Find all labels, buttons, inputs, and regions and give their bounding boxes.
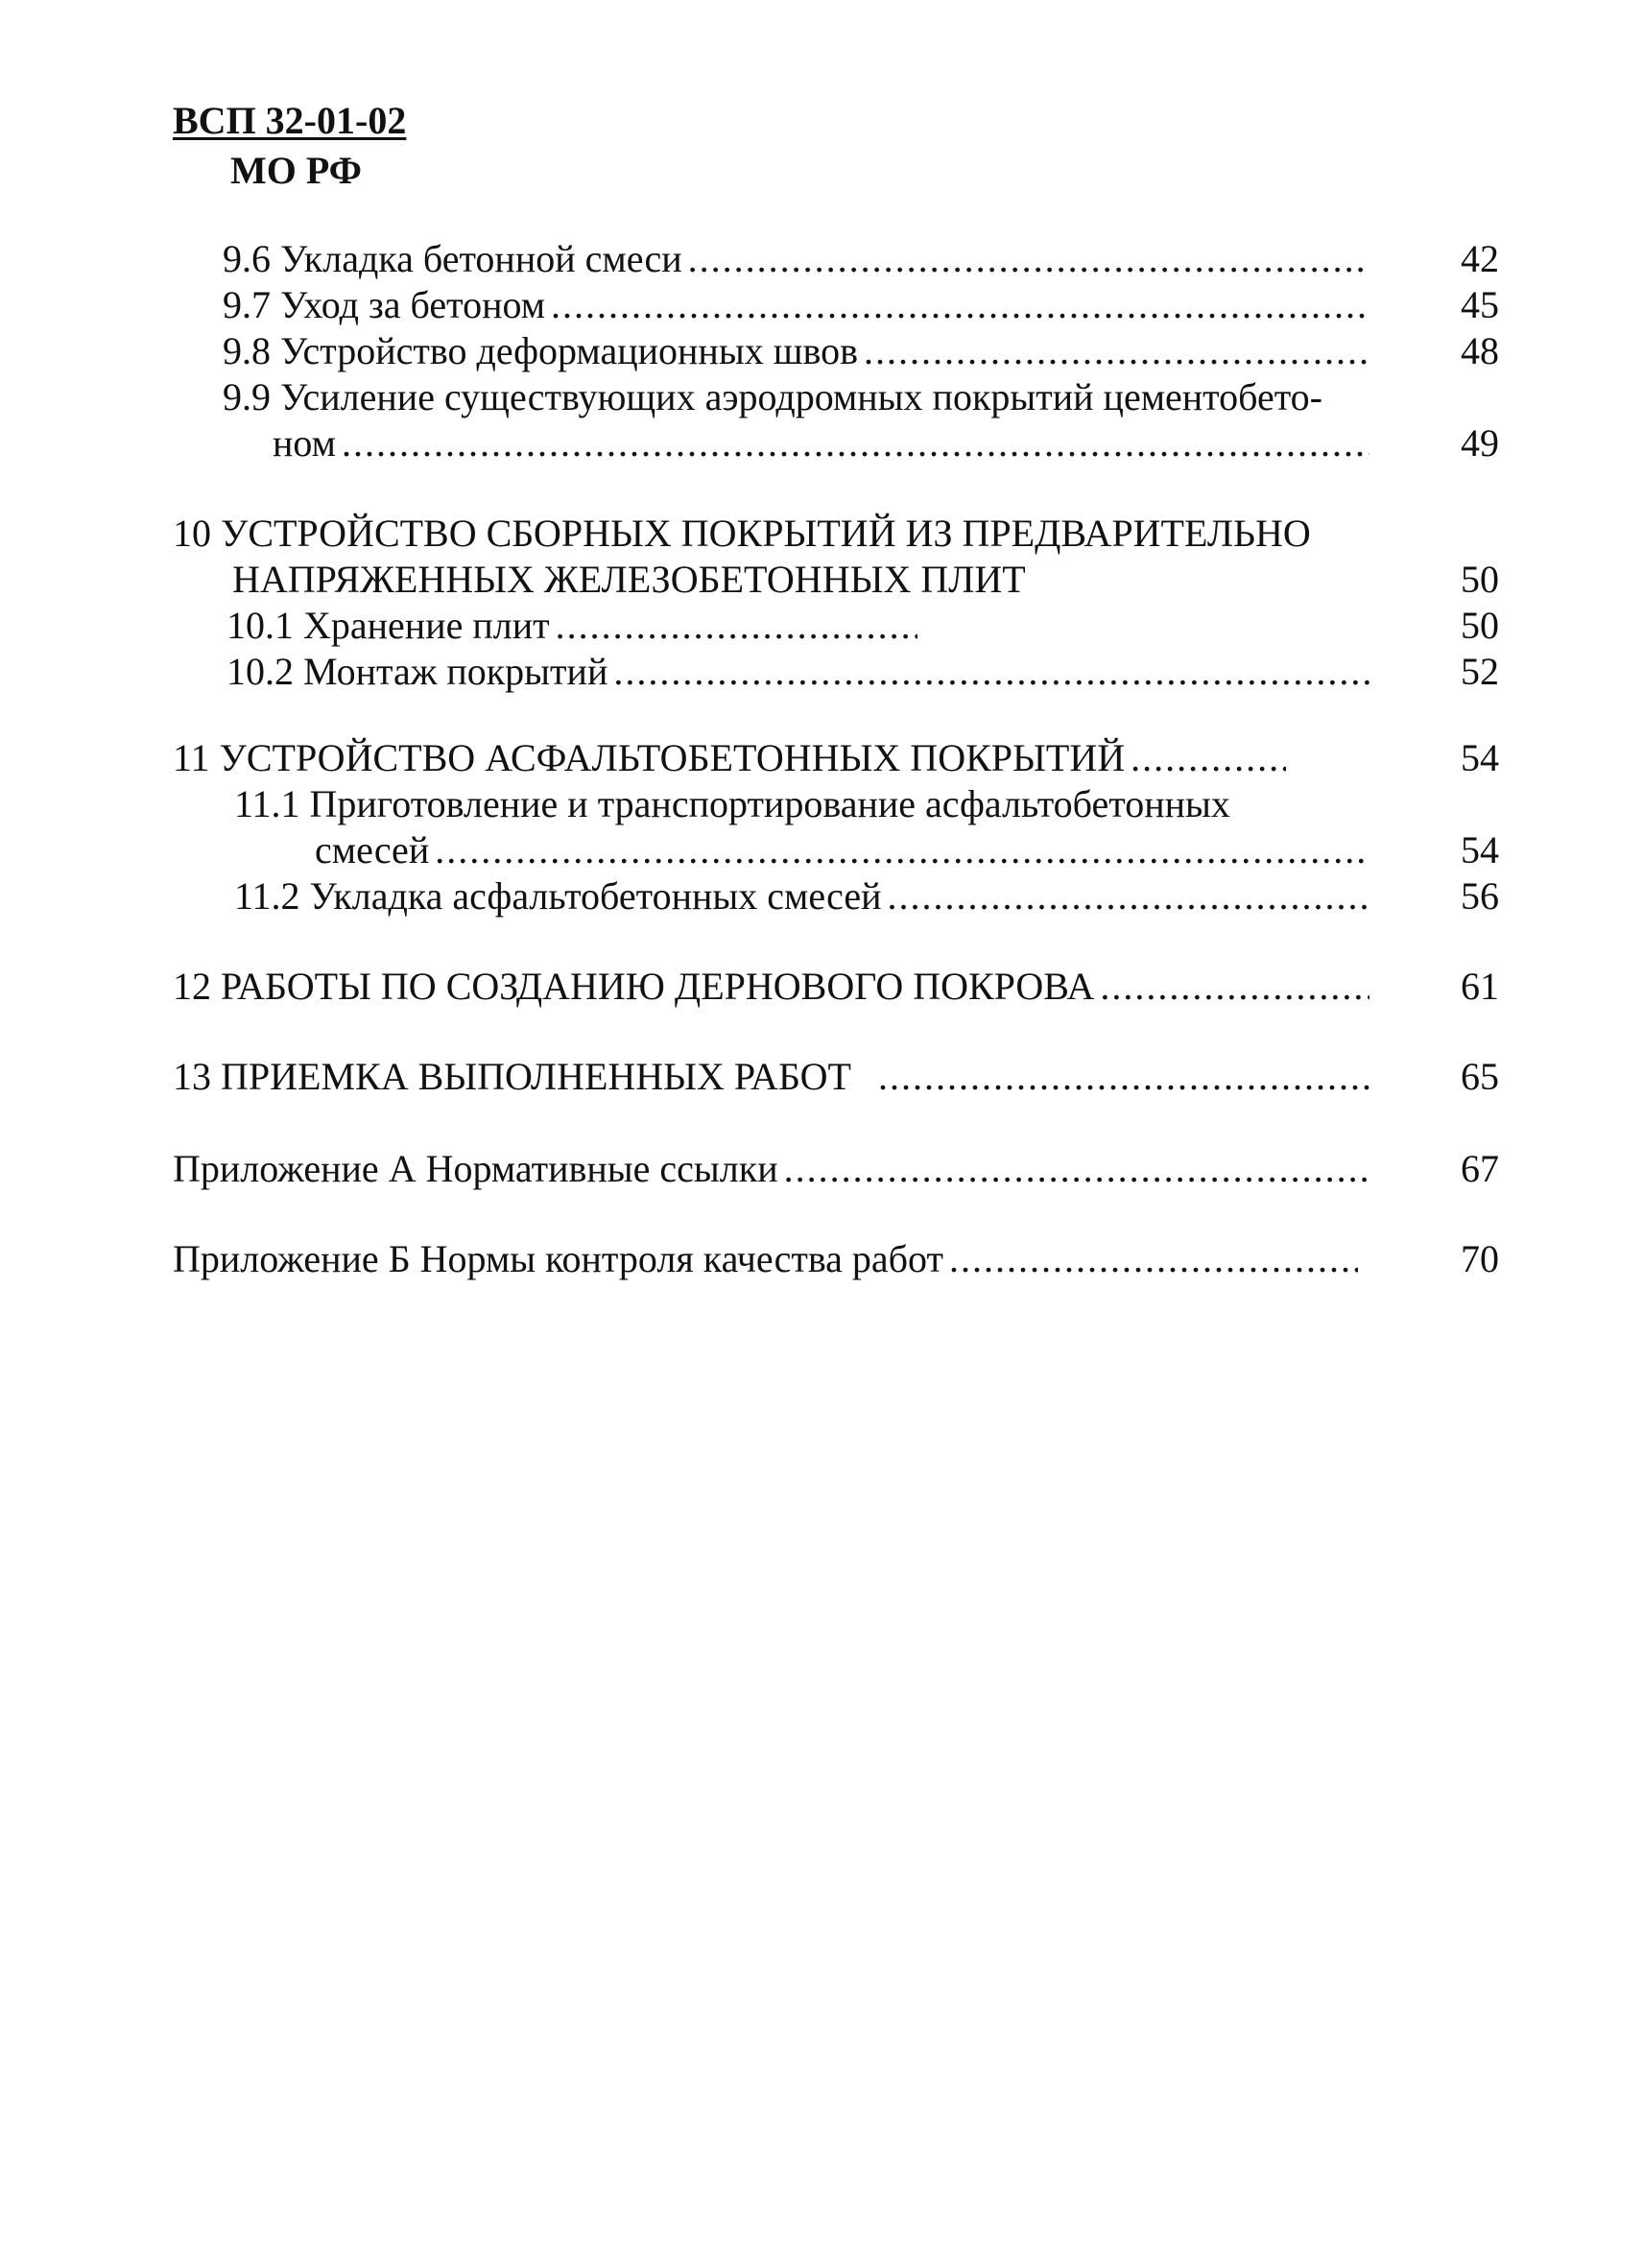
toc-appendix-b [173, 1236, 1358, 1282]
dot-leader [688, 236, 1369, 282]
document-code: ВСП 32-01-02 [173, 99, 407, 142]
dot-leader [784, 1146, 1369, 1192]
toc-entry-9-8 [223, 328, 1369, 374]
toc-page-number: 50 [1461, 604, 1499, 647]
toc-page-number: 56 [1461, 874, 1499, 918]
dot-leader [613, 649, 1369, 695]
toc-page-number: 70 [1461, 1237, 1499, 1280]
toc-entry-11-2 [234, 873, 1369, 919]
toc-entry-title: 9.7 Уход за бетоном [223, 283, 546, 326]
toc-page-number: 42 [1461, 237, 1499, 280]
toc-page-number: 65 [1461, 1055, 1499, 1098]
dot-leader [435, 827, 1369, 873]
toc-entry-9-6 [223, 236, 1369, 282]
dot-leader [1131, 735, 1286, 781]
toc-entry-title: Приложение А Нормативные ссылки [173, 1147, 778, 1190]
toc-entry-9-7 [223, 282, 1369, 328]
toc-page-number: 48 [1461, 329, 1499, 372]
toc-entry-10-1 [226, 603, 917, 649]
dot-leader [878, 1054, 1369, 1100]
toc-section-11 [173, 735, 1286, 781]
toc-section-10-line1: 10 УСТРОЙСТВО СБОРНЫХ ПОКРЫТИЙ ИЗ ПРЕДВАРИТЕЛЬНО [173, 512, 1311, 555]
toc-entry-title: 13 ПРИЕМКА ВЫПОЛНЕННЫХ РАБОТ [173, 1055, 851, 1098]
toc-section-13 [173, 1054, 1369, 1100]
toc-entry-title: 10.1 Хранение плит [226, 604, 550, 647]
toc-entry-11-1-line1: 11.1 Приготовление и транспортирование асфальтобетонных [234, 782, 1230, 825]
dot-leader [556, 603, 917, 649]
toc-page-number: 67 [1461, 1147, 1499, 1190]
dot-leader [342, 420, 1369, 466]
dot-leader [888, 873, 1370, 919]
dot-leader [551, 282, 1369, 328]
toc-entry-11-1 [315, 827, 1369, 873]
toc-section-12 [173, 964, 1369, 1010]
toc-entry-10-2 [226, 649, 1369, 695]
toc-appendix-a [173, 1146, 1369, 1192]
toc-page-number: 54 [1461, 736, 1499, 779]
toc-page-number: 52 [1461, 650, 1499, 693]
toc-entry-title: 9.8 Устройство деформационных швов [223, 329, 858, 372]
toc-section-10-line2: НАПРЯЖЕННЫХ ЖЕЛЕЗОБЕТОННЫХ ПЛИТ [232, 558, 1026, 601]
toc-page-number: 61 [1461, 965, 1499, 1008]
toc-entry-title: 11.2 Укладка асфальтобетонных смесей [234, 874, 882, 918]
organization-label: МО РФ [230, 149, 362, 192]
toc-entry-title: 10.2 Монтаж покрытий [226, 650, 608, 693]
toc-entry-title: 11 УСТРОЙСТВО АСФАЛЬТОБЕТОННЫХ ПОКРЫТИЙ [173, 736, 1126, 779]
toc-entry-title: Приложение Б Нормы контроля качества работ [173, 1237, 943, 1280]
toc-page-number: 50 [1461, 558, 1499, 601]
toc-entry-9-9-line1: 9.9 Усиление существующих аэродромных покрытий цементобето- [223, 375, 1322, 418]
toc-entry-title: 12 РАБОТЫ ПО СОЗДАНИЮ ДЕРНОВОГО ПОКРОВА [173, 965, 1095, 1008]
dot-leader [864, 328, 1369, 374]
toc-entry-title: ном [273, 421, 336, 465]
dot-leader [1100, 964, 1369, 1010]
dot-leader [949, 1236, 1358, 1282]
toc-page-number: 49 [1461, 421, 1499, 465]
toc-page-number: 45 [1461, 283, 1499, 326]
toc-entry-title: смесей [315, 828, 430, 871]
toc-entry-title: 9.6 Укладка бетонной смеси [223, 237, 682, 280]
toc-entry-9-9 [273, 420, 1369, 466]
toc-page-number: 54 [1461, 828, 1499, 871]
